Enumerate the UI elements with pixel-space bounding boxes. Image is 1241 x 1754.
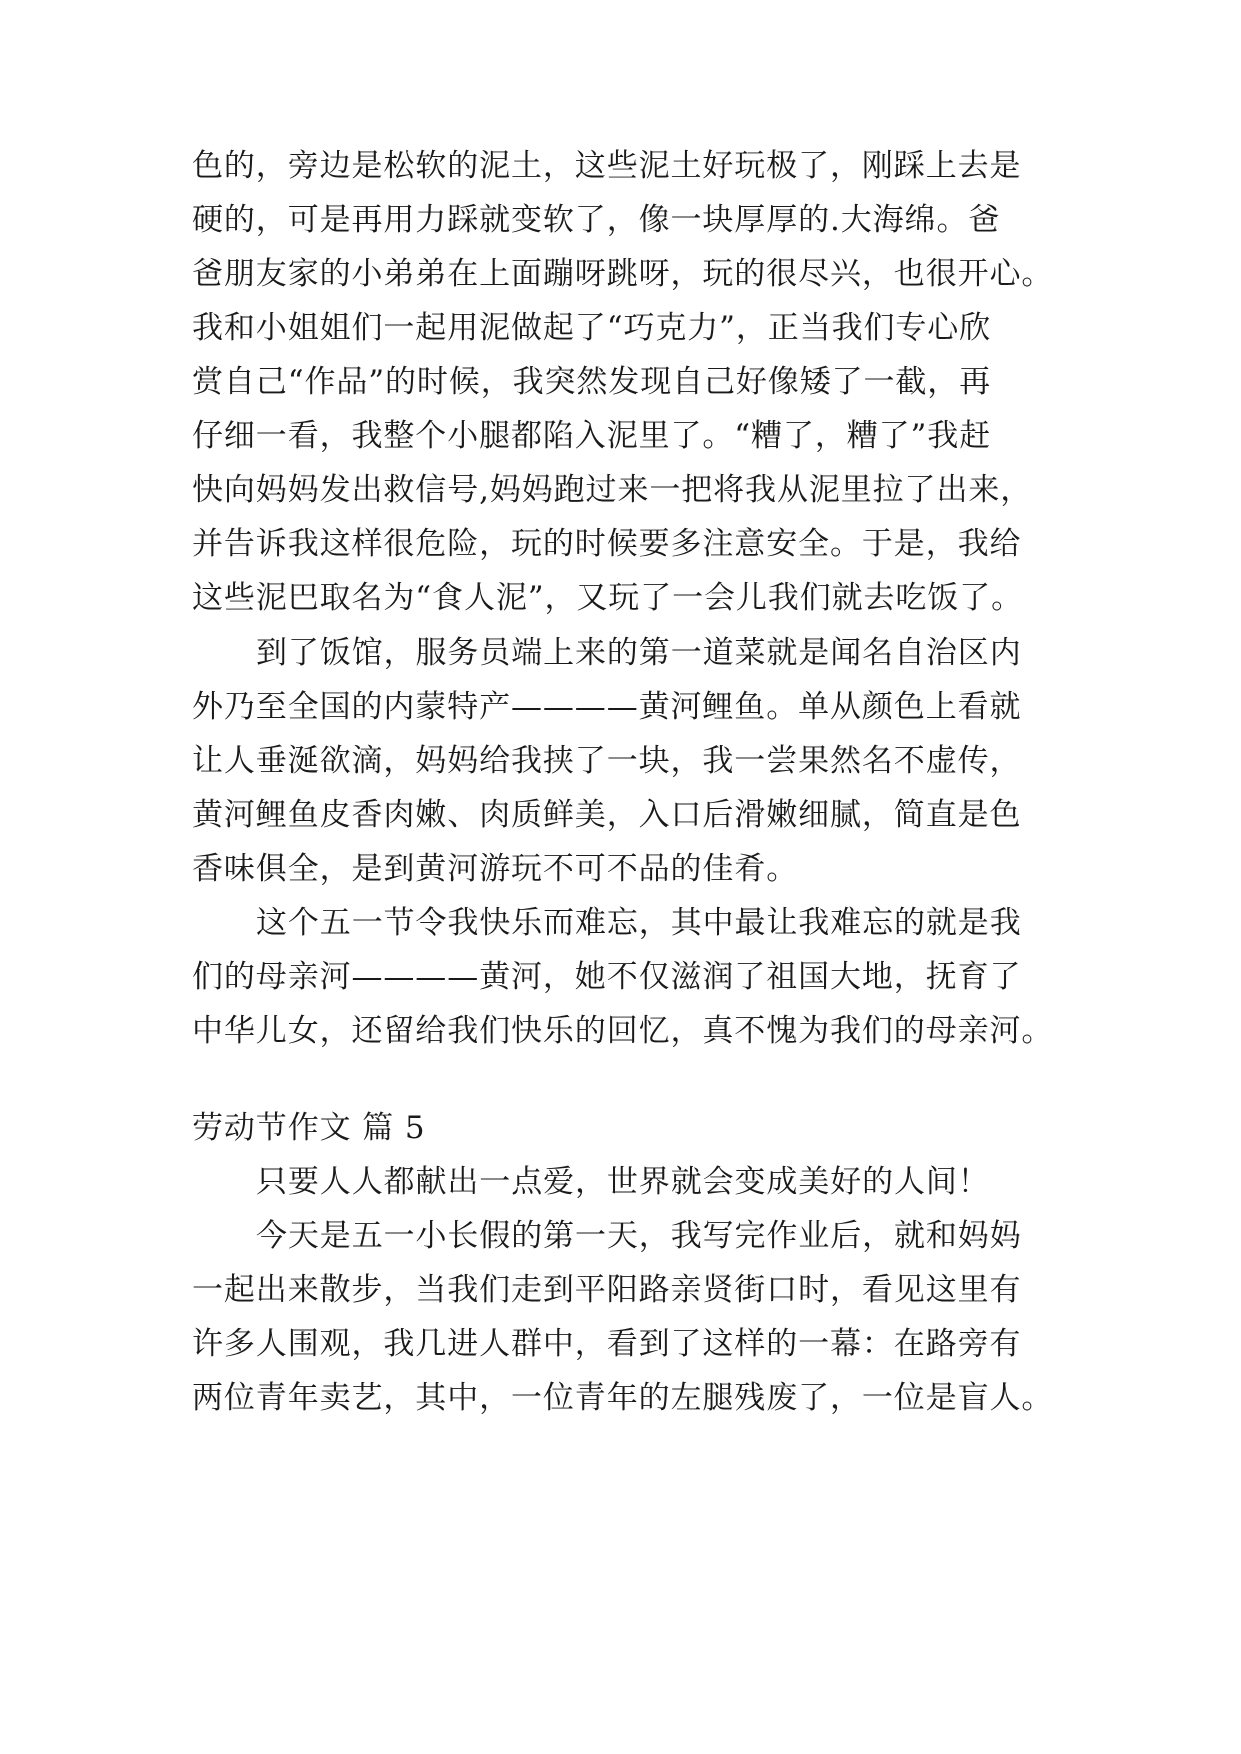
paragraph-line: 只要人人都献出一点爱，世界就会变成美好的人间！ bbox=[256, 1164, 990, 1200]
paragraph-line: 赏自己“作品”的时候，我突然发现自己好像矮了一截，再 bbox=[192, 364, 992, 400]
paragraph-line: 一起出来散步，当我们走到平阳路亲贤街口时，看见这里有 bbox=[192, 1272, 1022, 1308]
paragraph-line: 仔细一看，我整个小腿都陷入泥里了。“糟了，糟了”我赶 bbox=[192, 418, 992, 454]
paragraph-line: 这个五一节令我快乐而难忘，其中最让我难忘的就是我 bbox=[256, 905, 1022, 941]
paragraph-line: 让人垂涎欲滴，妈妈给我挟了一块，我一尝果然名不虚传， bbox=[192, 743, 1022, 779]
paragraph-line: 今天是五一小长假的第一天，我写完作业后，就和妈妈 bbox=[256, 1218, 1022, 1254]
paragraph-line: 并告诉我这样很危险，玩的时候要多注意安全。于是，我给 bbox=[192, 526, 1022, 562]
paragraph-line: 这些泥巴取名为“食人泥”，又玩了一会儿我们就去吃饭了。 bbox=[192, 580, 1023, 616]
paragraph-line: 们的母亲河————黄河，她不仅滋润了祖国大地，抚育了 bbox=[192, 959, 1022, 995]
paragraph-line: 香味俱全，是到黄河游玩不可不品的佳肴。 bbox=[192, 851, 799, 887]
paragraph-line: 中华儿女，还留给我们快乐的回忆，真不愧为我们的母亲河。 bbox=[192, 1013, 1054, 1049]
paragraph-line: 到了饭馆，服务员端上来的第一道菜就是闻名自治区内 bbox=[256, 635, 1022, 671]
paragraph-line: 黄河鲤鱼皮香肉嫩、肉质鲜美，入口后滑嫩细腻，简直是色 bbox=[192, 797, 1022, 833]
paragraph-line: 我和小姐姐们一起用泥做起了“巧克力”，正当我们专心欣 bbox=[192, 310, 992, 346]
paragraph-line: 外乃至全国的内蒙特产————黄河鲤鱼。单从颜色上看就 bbox=[192, 689, 1022, 725]
paragraph-line: 硬的，可是再用力踩就变软了，像一块厚厚的.大海绵。爸 bbox=[192, 202, 1001, 238]
paragraph-line: 两位青年卖艺，其中，一位青年的左腿残废了，一位是盲人。 bbox=[192, 1380, 1054, 1416]
section-heading: 劳动节作文 篇 5 bbox=[192, 1110, 426, 1146]
paragraph-line: 快向妈妈发出救信号,妈妈跑过来一把将我从泥里拉了出来， bbox=[192, 472, 1033, 508]
paragraph-line: 色的，旁边是松软的泥土，这些泥土好玩极了，刚踩上去是 bbox=[192, 148, 1022, 184]
paragraph-line: 爸朋友家的小弟弟在上面蹦呀跳呀，玩的很尽兴，也很开心。 bbox=[192, 256, 1054, 292]
paragraph-line: 许多人围观，我几进人群中，看到了这样的一幕：在路旁有 bbox=[192, 1326, 1022, 1362]
